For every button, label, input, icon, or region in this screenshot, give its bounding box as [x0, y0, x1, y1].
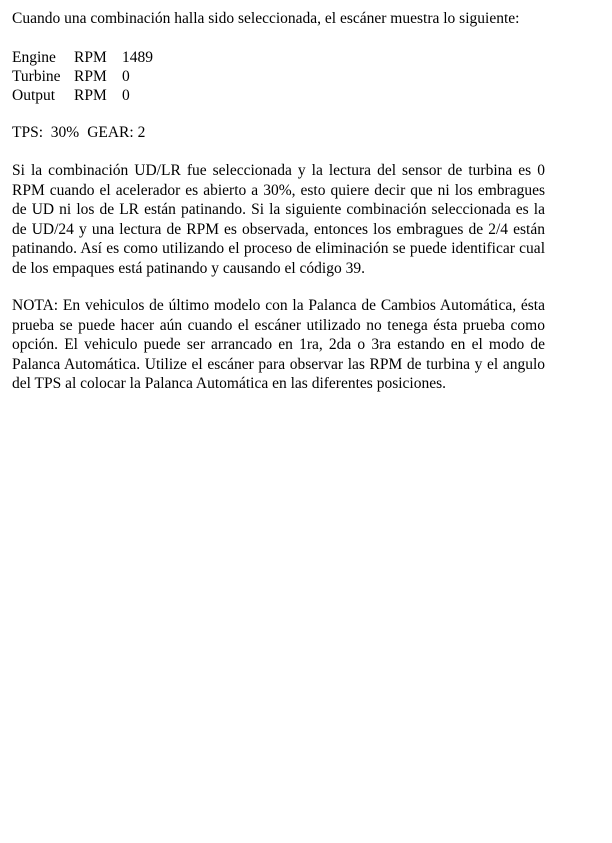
paragraph-elimination: Si la combinación UD/LR fue seleccionada y la lectura del sensor de turbina es 0 RPM cuando el acelerador es abierto a 30%, esto quiere decir que ni los embragues de UD ni los de LR están patinando. Si la siguiente combinación seleccionada es la de UD/24 y una lectura de RPM es observada, entonces los embragues de 2/4 están patinando. Así es como utilizando el proceso de eliminación se puede identificar cual de los empaques está patinando y causando el código 39. — [12, 162, 545, 277]
document-page — [12, 10, 545, 394]
reading-value: 1489 — [122, 49, 153, 66]
scanner-readings — [12, 48, 545, 105]
reading-label: Engine — [12, 49, 56, 66]
paragraph-nota: NOTA: En vehiculos de último modelo con la Palanca de Cambios Automática, ésta prueba se puede hacer aún cuando el escáner utilizado no tenega ésta prueba como opción. El vehiculo puede ser arrancado en 1ra, 2da o 3ra estando en el modo de Palanca Automática. Utilize el escáner para observar las RPM de turbina y el angulo del TPS al colocar la Palanca Automática en las diferentes posiciones. — [12, 297, 545, 392]
reading-unit: RPM — [74, 87, 107, 104]
reading-row-turbine — [12, 67, 545, 86]
tps-gear-status — [12, 124, 545, 142]
reading-label: Output — [12, 87, 56, 104]
reading-row-output — [12, 86, 545, 105]
reading-row-engine — [12, 48, 545, 67]
reading-unit: RPM — [74, 49, 107, 66]
reading-value: 0 — [122, 68, 130, 85]
reading-value: 0 — [122, 87, 130, 104]
reading-unit: RPM — [74, 68, 107, 85]
intro-line: Cuando una combinación halla sido seleccionada, el escáner muestra lo siguiente: — [12, 10, 520, 27]
tps-reading: TPS: 30% — [12, 124, 80, 141]
gear-reading: GEAR: 2 — [87, 124, 146, 141]
reading-label: Turbine — [12, 68, 61, 85]
